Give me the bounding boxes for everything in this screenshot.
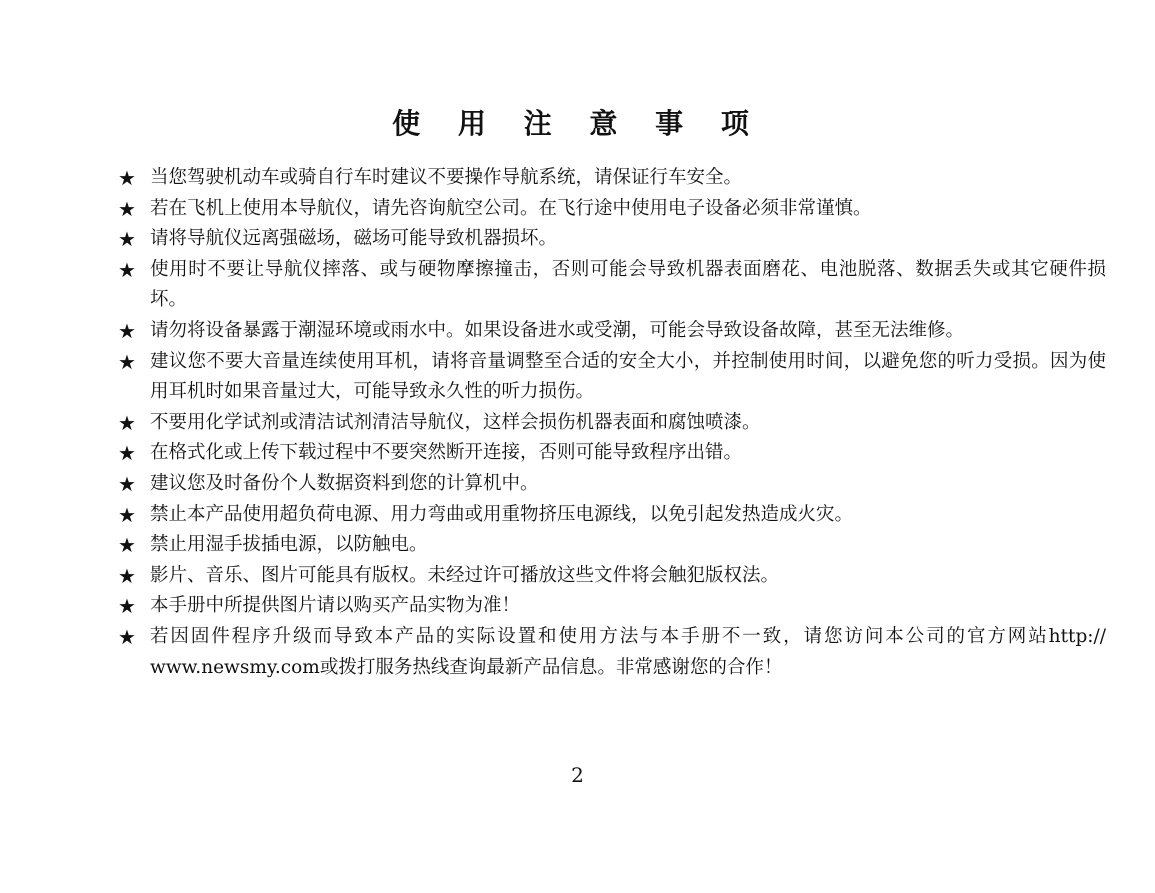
star-icon: ★ — [118, 441, 136, 466]
star-icon: ★ — [118, 624, 136, 649]
notice-text: 请将导航仪远离强磁场，磁场可能导致机器损坏。 — [150, 228, 558, 250]
star-icon: ★ — [118, 471, 136, 496]
list-item — [116, 622, 1106, 683]
list-item — [116, 408, 1106, 439]
notice-text: 影片、音乐、图片可能具有版权。未经过许可播放这些文件将会触犯版权法。 — [150, 564, 780, 586]
list-item — [116, 591, 1106, 622]
list-item — [116, 163, 1106, 194]
list-item — [116, 194, 1106, 225]
list-item — [116, 500, 1106, 531]
notice-list — [116, 163, 1106, 683]
notice-text: 建议您不要大音量连续使用耳机，请将音量调整至合适的安全大小，并控制使用时间，以避免您的听力受损。因为使用耳机时如果音量过大，可能导致永久性的听力损伤。 — [150, 350, 1106, 403]
list-item — [116, 469, 1106, 500]
star-icon: ★ — [118, 196, 136, 221]
star-icon: ★ — [118, 318, 136, 343]
notice-text: 在格式化或上传下载过程中不要突然断开连接，否则可能导致程序出错。 — [150, 442, 743, 464]
star-icon: ★ — [118, 227, 136, 252]
list-item — [116, 255, 1106, 316]
star-icon: ★ — [118, 594, 136, 619]
list-item — [116, 347, 1106, 408]
notice-text: 使用时不要让导航仪摔落、或与硬物摩擦撞击，否则可能会导致机器表面磨花、电池脱落、数据丢失或其它硬件损坏。 — [150, 258, 1106, 311]
page-number: 2 — [571, 763, 584, 787]
star-icon: ★ — [118, 349, 136, 374]
star-icon: ★ — [118, 533, 136, 558]
list-item — [116, 561, 1106, 592]
star-icon: ★ — [118, 563, 136, 588]
notice-text: 若在飞机上使用本导航仪，请先咨询航空公司。在飞行途中使用电子设备必须非常谨慎。 — [150, 197, 872, 219]
notice-text: 禁止本产品使用超负荷电源、用力弯曲或用重物挤压电源线，以免引起发热造成火灾。 — [150, 503, 854, 525]
list-item — [116, 224, 1106, 255]
notice-text: 禁止用湿手拔插电源，以防触电。 — [150, 534, 428, 556]
list-item — [116, 438, 1106, 469]
notice-text: 若因固件程序升级而导致本产品的实际设置和使用方法与本手册不一致，请您访问本公司的官方网站http:// www.newsmy.com或拨打服务热线查询最新产品信息。非常感谢您的合作！ — [150, 625, 1106, 678]
star-icon: ★ — [118, 257, 136, 282]
star-icon: ★ — [118, 166, 136, 190]
notice-text: 建议您及时备份个人数据资料到您的计算机中。 — [150, 472, 539, 494]
notice-text: 当您驾驶机动车或骑自行车时建议不要操作导航系统，请保证行车安全。 — [150, 167, 743, 188]
list-item — [116, 530, 1106, 561]
list-item — [116, 316, 1106, 347]
page-title: 使 用 注 意 事 项 — [392, 107, 763, 140]
star-icon: ★ — [118, 502, 136, 527]
notice-text: 请勿将设备暴露于潮湿环境或雨水中。如果设备进水或受潮，可能会导致设备故障，甚至无法维修。 — [150, 319, 965, 341]
star-icon: ★ — [118, 410, 136, 435]
notice-text: 不要用化学试剂或清洁试剂清洁导航仪，这样会损伤机器表面和腐蚀喷漆。 — [150, 411, 761, 433]
notice-text: 本手册中所提供图片请以购买产品实物为准！ — [150, 595, 521, 617]
